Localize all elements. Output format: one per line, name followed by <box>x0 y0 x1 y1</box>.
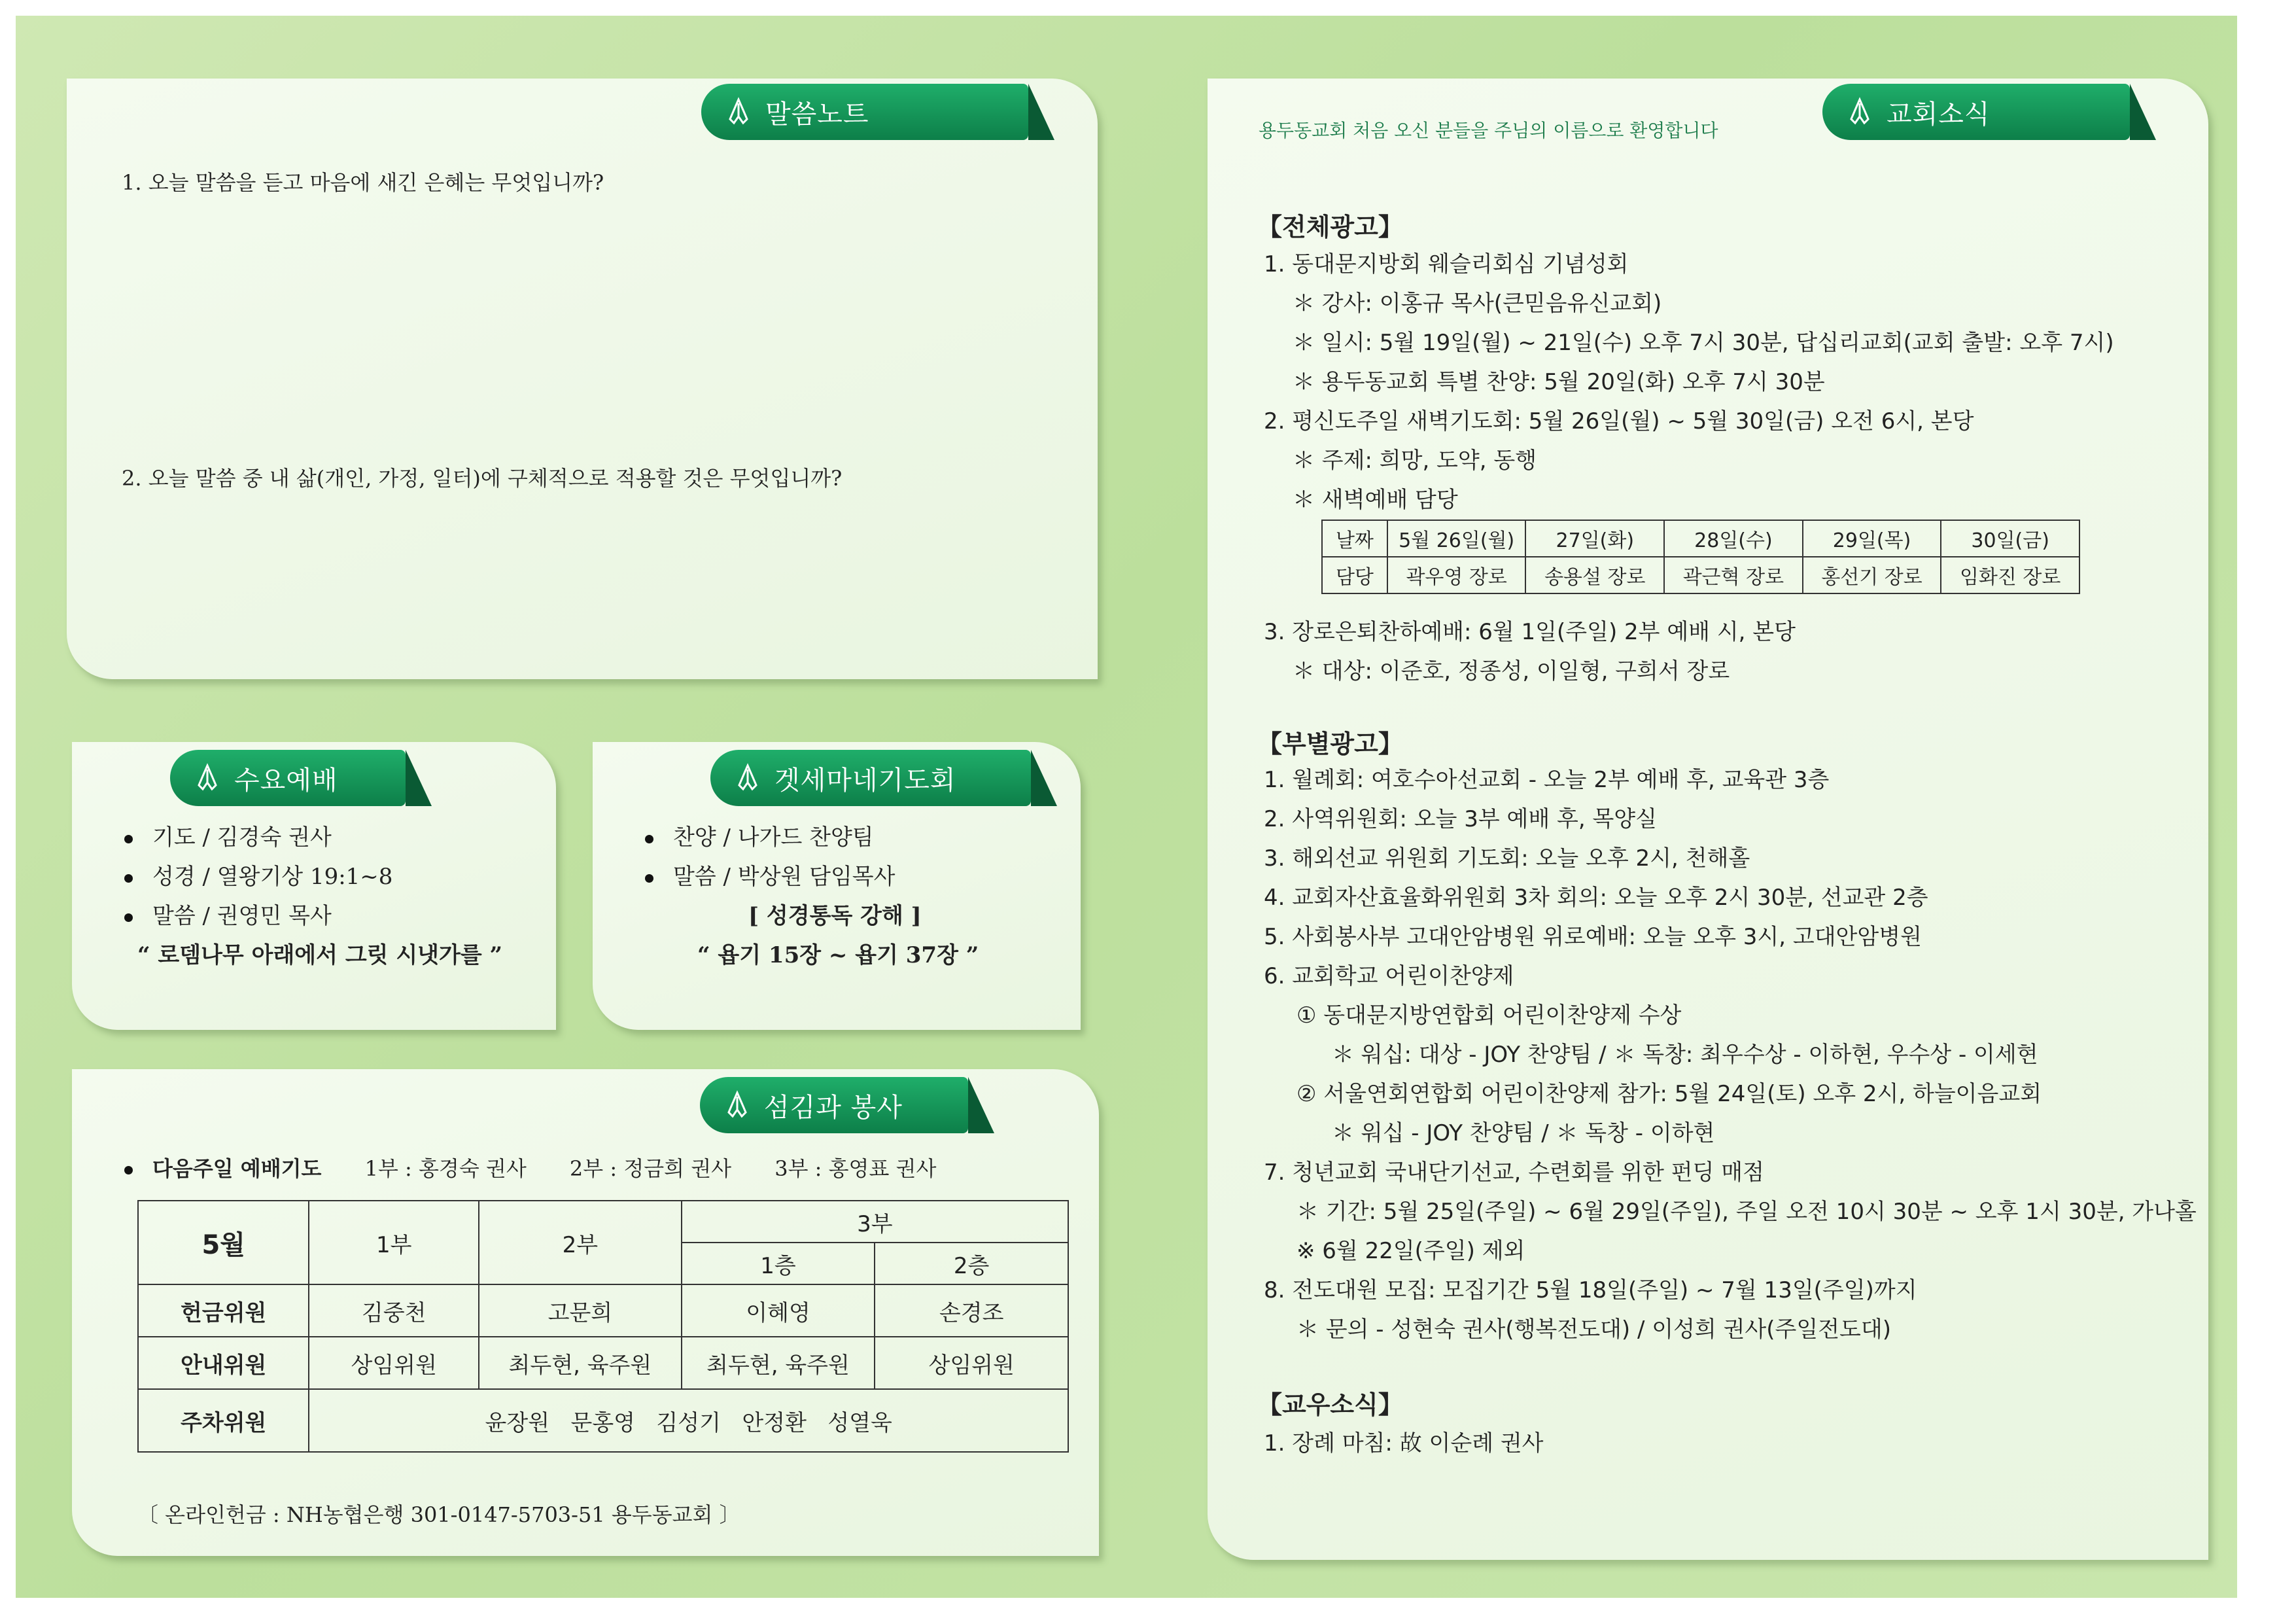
col-header-1: 1부 <box>309 1201 479 1284</box>
dept-item-6a1: ＊ 워십: 대상 - JOY 찬양팀 / ＊ 독창: 최우수상 - 이하현, 우수상 - 이세현 <box>1332 1042 2038 1068</box>
dept-item-5: 5. 사회봉사부 고대안암병원 위로예배: 오늘 오후 3시, 고대안암병원 <box>1264 924 1922 950</box>
gethsemane-item-sermon: 말씀 / 박상원 담임목사 <box>645 857 895 896</box>
general-item-1a: ＊ 강사: 이홍규 목사(큰믿음유신교회) <box>1293 291 1662 317</box>
table-cell: 날짜 <box>1322 520 1387 557</box>
word-note-tab <box>701 84 1028 140</box>
church-news-tab <box>1822 84 2130 140</box>
gethsemane-card <box>593 742 1081 1030</box>
praying-hands-icon <box>723 97 754 127</box>
dept-item-3: 3. 해외선교 위원회 기도회: 오늘 오후 2시, 천해홀 <box>1264 845 1750 872</box>
col-header-2: 2부 <box>479 1201 682 1284</box>
question-2: 2. 오늘 말씀 중 내 삶(개인, 가정, 일터)에 구체적으로 적용할 것은 무엇입니까? <box>122 466 843 491</box>
table-cell: 27일(화) <box>1525 520 1664 557</box>
row-label: 안내위원 <box>138 1337 309 1389</box>
table-cell: 곽근혁 장로 <box>1664 557 1803 593</box>
row-label: 헌금위원 <box>138 1284 309 1337</box>
bullet-icon <box>124 874 133 883</box>
dept-item-8a: ＊ 문의 - 성현숙 권사(행복전도대) / 이성희 권사(주일전도대) <box>1296 1316 1892 1343</box>
gethsemane-item-praise: 찬양 / 나가드 찬양팀 <box>645 818 874 857</box>
praying-hands-icon <box>192 763 222 793</box>
col-header-3: 3부 <box>682 1201 1068 1243</box>
dawn-service-table <box>1321 520 2080 594</box>
parking-cell: 윤장원 문홍영 김성기 안정환 성열욱 <box>309 1389 1068 1452</box>
col-header-3-floor1: 1층 <box>682 1243 875 1284</box>
wednesday-service-tab-label: 수요예배 <box>234 765 338 796</box>
table-cell: 김중천 <box>309 1284 479 1337</box>
next-prayer-line: 다음주일 예배기도 1부 : 홍경숙 권사 2부 : 정금희 권사 3부 : 홍영표 권사 <box>124 1149 936 1188</box>
table-row <box>1322 557 2079 593</box>
general-item-1c: ＊ 용두동교회 특별 찬양: 5월 20일(화) 오후 7시 30분 <box>1293 369 1825 395</box>
general-item-2b: ＊ 새벽예배 담당 <box>1293 487 1458 513</box>
general-item-1b: ＊ 일시: 5월 19일(월) ~ 21일(수) 오후 7시 30분, 답십리교회(교회 출발: 오후 7시) <box>1293 330 2114 356</box>
table-cell: 28일(수) <box>1664 520 1803 557</box>
table-cell: 상임위원 <box>875 1337 1068 1389</box>
table-cell: 곽우영 장로 <box>1387 557 1526 593</box>
dept-item-6b: ② 서울연회연합회 어린이찬양제 참가: 5월 24일(토) 오후 2시, 하늘이음교회 <box>1296 1081 2042 1107</box>
bullet-icon <box>645 835 653 843</box>
church-news-tab-label: 교회소식 <box>1887 99 1991 130</box>
table-cell: 30일(금) <box>1941 520 2079 557</box>
table-cell: 최두현, 육주원 <box>682 1337 875 1389</box>
dept-item-6b1: ＊ 워십 - JOY 찬양팀 / ＊ 독창 - 이하현 <box>1332 1120 1715 1146</box>
general-item-1: 1. 동대문지방회 웨슬리회심 기념성회 <box>1264 251 1629 277</box>
wednesday-service-card <box>72 742 556 1030</box>
bullet-icon <box>645 874 653 883</box>
dept-item-4: 4. 교회자산효율화위원회 3차 회의: 오늘 오후 2시 30분, 선교관 2층 <box>1264 885 1928 911</box>
row-label: 주차위원 <box>138 1389 309 1452</box>
table-cell: 5월 26일(월) <box>1387 520 1526 557</box>
gethsemane-subtitle: [ 성경통독 강해 ] <box>748 903 922 929</box>
praying-hands-icon <box>722 1090 752 1120</box>
table-cell: 손경조 <box>875 1284 1068 1337</box>
question-1: 1. 오늘 말씀을 듣고 마음에 새긴 은혜는 무엇입니까? <box>122 170 604 195</box>
general-item-3: 3. 장로은퇴찬하예배: 6월 1일(주일) 2부 예배 시, 본당 <box>1264 619 1796 645</box>
dept-item-2: 2. 사역위원회: 오늘 3부 예배 후, 목양실 <box>1264 806 1657 832</box>
table-cell: 담당 <box>1322 557 1387 593</box>
word-note-tab-label: 말씀노트 <box>765 99 869 130</box>
general-item-2a: ＊ 주제: 희망, 도약, 동행 <box>1293 448 1537 474</box>
praying-hands-icon <box>1845 97 1875 127</box>
table-row <box>138 1284 1068 1337</box>
bulletin-sheet <box>16 16 2237 1598</box>
table-cell: 최두현, 육주원 <box>479 1337 682 1389</box>
bullet-icon <box>124 1166 133 1174</box>
table-cell: 송용설 장로 <box>1525 557 1664 593</box>
wednesday-item-prayer: 기도 / 김경숙 권사 <box>124 818 332 857</box>
bullet-icon <box>124 913 133 922</box>
service-card <box>72 1069 1099 1556</box>
general-heading: 【전체광고】 <box>1257 213 1403 241</box>
wednesday-service-tab <box>170 750 406 806</box>
dept-item-7b: ※ 6월 22일(주일) 제외 <box>1296 1238 1525 1264</box>
table-cell: 고문희 <box>479 1284 682 1337</box>
general-item-2: 2. 평신도주일 새벽기도회: 5월 26일(월) ~ 5월 30일(금) 오전 6시, 본당 <box>1264 408 1974 434</box>
department-heading: 【부별광고】 <box>1257 730 1403 758</box>
bullet-icon <box>124 835 133 843</box>
table-cell: 이혜영 <box>682 1284 875 1337</box>
praying-hands-icon <box>733 763 763 793</box>
service-duty-table <box>137 1200 1069 1453</box>
dept-item-7: 7. 청년교회 국내단기선교, 수련회를 위한 펀딩 매점 <box>1264 1159 1764 1186</box>
church-news-card <box>1208 79 2208 1560</box>
wednesday-sermon-title: “ 로뎀나무 아래에서 그릿 시냇가를 ” <box>137 942 503 968</box>
dept-item-8: 8. 전도대원 모집: 모집기간 5월 18일(주일) ~ 7월 13일(주일)까지 <box>1264 1277 1917 1303</box>
service-tab <box>700 1077 968 1133</box>
member-item-1: 1. 장례 마침: 故 이순례 권사 <box>1264 1430 1544 1456</box>
dept-item-6: 6. 교회학교 어린이찬양제 <box>1264 963 1514 989</box>
wednesday-item-scripture: 성경 / 열왕기상 19:1~8 <box>124 857 392 896</box>
gethsemane-tab-label: 겟세마네기도회 <box>774 765 956 796</box>
general-item-3a: ＊ 대상: 이준호, 정종성, 이일형, 구희서 장로 <box>1293 658 1730 684</box>
table-cell: 임화진 장로 <box>1941 557 2079 593</box>
table-cell: 상임위원 <box>309 1337 479 1389</box>
welcome-text: 용두동교회 처음 오신 분들을 주님의 이름으로 환영합니다 <box>1259 120 1718 141</box>
member-news-heading: 【교우소식】 <box>1257 1390 1403 1419</box>
dept-item-1: 1. 월례회: 여호수아선교회 - 오늘 2부 예배 후, 교육관 3층 <box>1264 767 1830 793</box>
gethsemane-tab <box>710 750 1031 806</box>
table-row <box>1322 520 2079 557</box>
month-cell: 5월 <box>138 1201 309 1284</box>
table-cell: 홍선기 장로 <box>1803 557 1941 593</box>
dept-item-7a: ＊ 기간: 5월 25일(주일) ~ 6월 29일(주일), 주일 오전 10시 30분 ~ 오후 1시 30분, 가나홀 <box>1296 1199 2197 1225</box>
word-note-card <box>67 79 1098 679</box>
dept-item-6a: ① 동대문지방연합회 어린이찬양제 수상 <box>1296 1002 1682 1029</box>
table-row <box>138 1389 1068 1452</box>
table-row <box>138 1337 1068 1389</box>
service-tab-label: 섬김과 봉사 <box>764 1092 903 1123</box>
gethsemane-range: “ 욥기 15장 ~ 욥기 37장 ” <box>697 942 979 968</box>
online-offering: 〔 온라인헌금 : NH농협은행 301-0147-5703-51 용두동교회 〕 <box>137 1502 740 1527</box>
table-cell: 29일(목) <box>1803 520 1941 557</box>
col-header-3-floor2: 2층 <box>875 1243 1068 1284</box>
wednesday-item-sermon: 말씀 / 권영민 목사 <box>124 896 332 936</box>
